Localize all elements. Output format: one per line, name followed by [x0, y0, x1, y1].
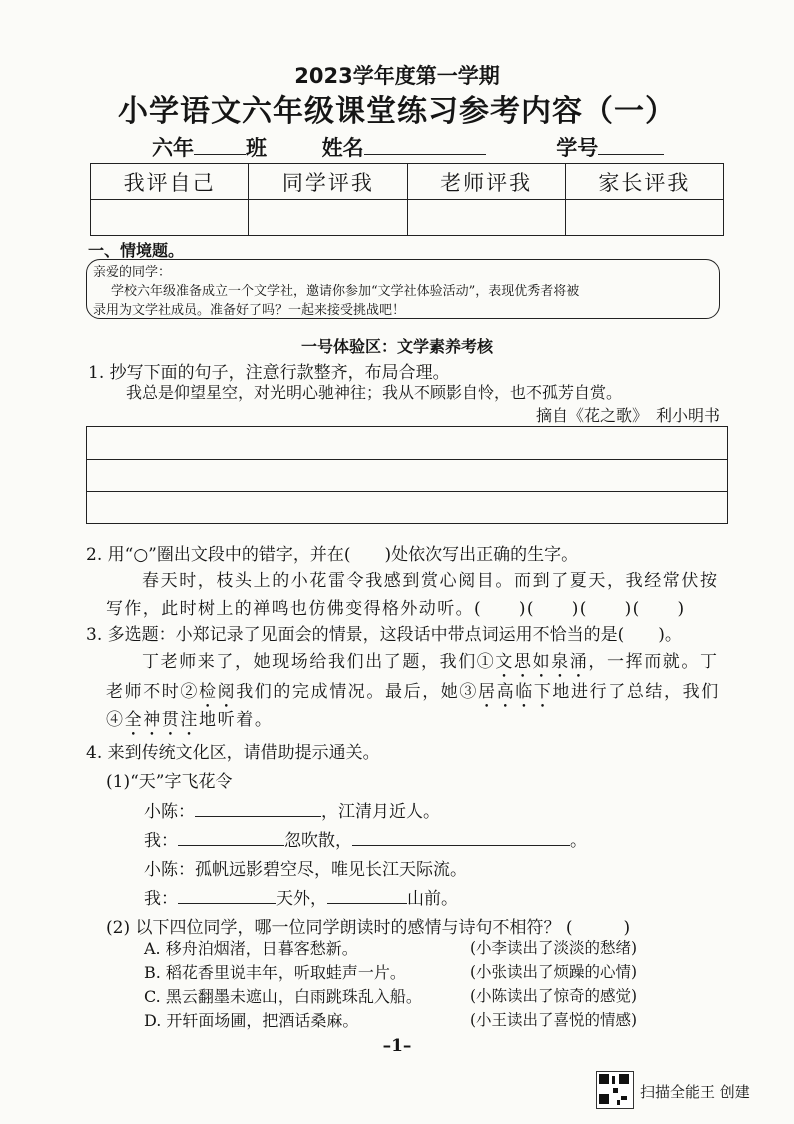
notice-box [86, 259, 720, 319]
q2-answer-4[interactable]: ( ) [632, 599, 686, 619]
class-label: 班 [246, 136, 267, 160]
name-blank[interactable] [364, 154, 486, 155]
q3-dotted-word-1: 文思如泉涌 [495, 652, 589, 672]
poem-line-2-end: 。 [570, 831, 587, 851]
q3-dotted-word-2: 检阅 [199, 682, 237, 702]
eval-input-row [91, 200, 724, 236]
speaker-xiaochen-2: 小陈： [144, 860, 195, 880]
eval-cell-parent[interactable] [565, 200, 723, 236]
eval-header-row [91, 164, 724, 200]
q1-prompt: 1. 抄写下面的句子，注意行款整齐，布局合理。 [88, 363, 450, 383]
poem-line-4-end: 山前。 [407, 889, 458, 909]
poem-blank-5[interactable] [327, 903, 407, 904]
option-b-note: (小张读出了烦躁的心情) [470, 963, 638, 981]
eval-cell-peer[interactable] [249, 200, 407, 236]
eval-header-peer: 同学评我 [249, 164, 407, 200]
zone-title: 一号体验区：文学素养考核 [300, 337, 493, 356]
option-a-note: (小李读出了淡淡的愁绪) [470, 939, 638, 957]
eval-cell-self[interactable] [91, 200, 249, 236]
scanner-watermark: 扫描全能王 创建 [640, 1083, 750, 1101]
eval-header-self: 我评自己 [91, 164, 249, 200]
name-label: 姓名 [321, 136, 364, 160]
q2-answer-1[interactable]: ( ) [474, 599, 527, 619]
evaluation-table [90, 163, 724, 236]
class-blank[interactable] [194, 154, 246, 155]
q4-prompt: 4. 来到传统文化区，请借助提示通关。 [86, 743, 380, 763]
page-title: 小学语文六年级课堂练习参考内容（一） [118, 94, 676, 129]
poem-blank-3[interactable] [352, 845, 570, 846]
q3-dotted-word-3: 居高临下 [478, 682, 553, 702]
poem-line-2 [144, 826, 587, 851]
student-info [152, 132, 664, 162]
q2-line2-text: 写作，此时树上的禅鸣也仿佛变得格外动听。 [106, 599, 474, 619]
q3-line2-c: 地进行了总结，我们 [552, 682, 720, 702]
id-blank[interactable] [598, 154, 664, 155]
poem-line-2-mid: 忽吹散， [284, 831, 352, 851]
q3-line2-b: 我们的完成情况。最后，她③ [236, 682, 479, 702]
q3-prompt: 3. 多选题：小郑记录了见面会的情景，这段话中带点词运用不恰当的是( )。 [86, 625, 682, 645]
poem-line-1-text: ，江清月近人。 [321, 802, 440, 822]
q2-line1: 春天时，枝头上的小花雷令我感到赏心阅目。而到了夏天，我经常伏按 [142, 571, 719, 591]
eval-header-teacher: 老师评我 [407, 164, 565, 200]
notice-line1: 学校六年级准备成立一个文学社，邀请你参加“文学社体验活动”，表现优秀者将被 [111, 284, 580, 299]
q3-line1-b: ，一挥而就。丁 [588, 652, 719, 672]
q2-prompt: 2. 用“○”圈出文段中的错字，并在( )处依次写出正确的生字。 [86, 545, 579, 565]
grade-label: 六年 [152, 136, 194, 160]
q3-line2-a: 老师不时② [106, 682, 199, 702]
q4-part2-title: (2) 以下四位同学，哪一位同学朗读时的感情与诗句不相符？ ( ) [106, 918, 631, 938]
q2-answer-2[interactable]: ( ) [526, 599, 580, 619]
qr-code-icon [596, 1071, 634, 1109]
option-a[interactable]: A. 移舟泊烟渚，日暮客愁新。 [144, 939, 358, 958]
poem-blank-1[interactable] [195, 816, 321, 817]
option-b[interactable]: B. 稻花香里说丰年，听取蛙声一片。 [144, 963, 406, 982]
q3-line3 [106, 705, 273, 740]
poem-line-4 [144, 884, 458, 909]
option-c[interactable]: C. 黑云翻墨未遮山，白雨跳珠乱入船。 [144, 987, 422, 1006]
q4-part1-title: (1)“天”字飞花令 [106, 772, 233, 792]
poem-line-3 [144, 855, 467, 880]
option-c-note: (小陈读出了惊奇的感觉) [470, 987, 638, 1005]
id-label: 学号 [556, 136, 599, 160]
option-d-note: (小王读出了喜悦的情感) [470, 1011, 638, 1029]
poem-blank-2[interactable] [178, 845, 284, 846]
poem-line-1 [144, 797, 440, 822]
term-label: 2023学年度第一学期 [294, 64, 500, 88]
q3-dotted-word-4: 全神贯注 [124, 710, 200, 730]
q1-sentence: 我总是仰望星空，对光明心驰神往；我从不顾影自怜，也不孤芳自赏。 [126, 383, 623, 402]
poem-line-3-text: 孤帆远影碧空尽，唯见长江天际流。 [195, 860, 467, 880]
q3-line3-b: 地听着。 [199, 710, 274, 730]
q2-answer-3[interactable]: ( ) [579, 599, 633, 619]
copy-writing-box[interactable] [86, 426, 728, 524]
q3-line1-a: 丁老师来了，她现场给我们出了题，我们① [142, 652, 496, 672]
q2-line2 [106, 594, 686, 619]
section1-heading: 一、情境题。 [88, 241, 185, 260]
option-d[interactable]: D. 开轩面场圃，把酒话桑麻。 [144, 1011, 359, 1030]
page-number: –1– [382, 1036, 412, 1056]
eval-cell-teacher[interactable] [407, 200, 565, 236]
poem-blank-4[interactable] [178, 903, 276, 904]
q3-line3-a: ④ [106, 710, 125, 730]
notice-greeting: 亲爱的同学： [93, 265, 172, 280]
speaker-xiaochen-1: 小陈： [144, 802, 195, 822]
speaker-me-2: 我： [144, 889, 178, 909]
poem-line-4-mid: 天外， [276, 889, 327, 909]
eval-header-parent: 家长评我 [565, 164, 723, 200]
q1-source: 摘自《花之歌》 利小明书 [535, 406, 720, 425]
notice-line2: 录用为文学社成员。准备好了吗？一起来接受挑战吧！ [93, 303, 406, 318]
speaker-me-1: 我： [144, 831, 178, 851]
